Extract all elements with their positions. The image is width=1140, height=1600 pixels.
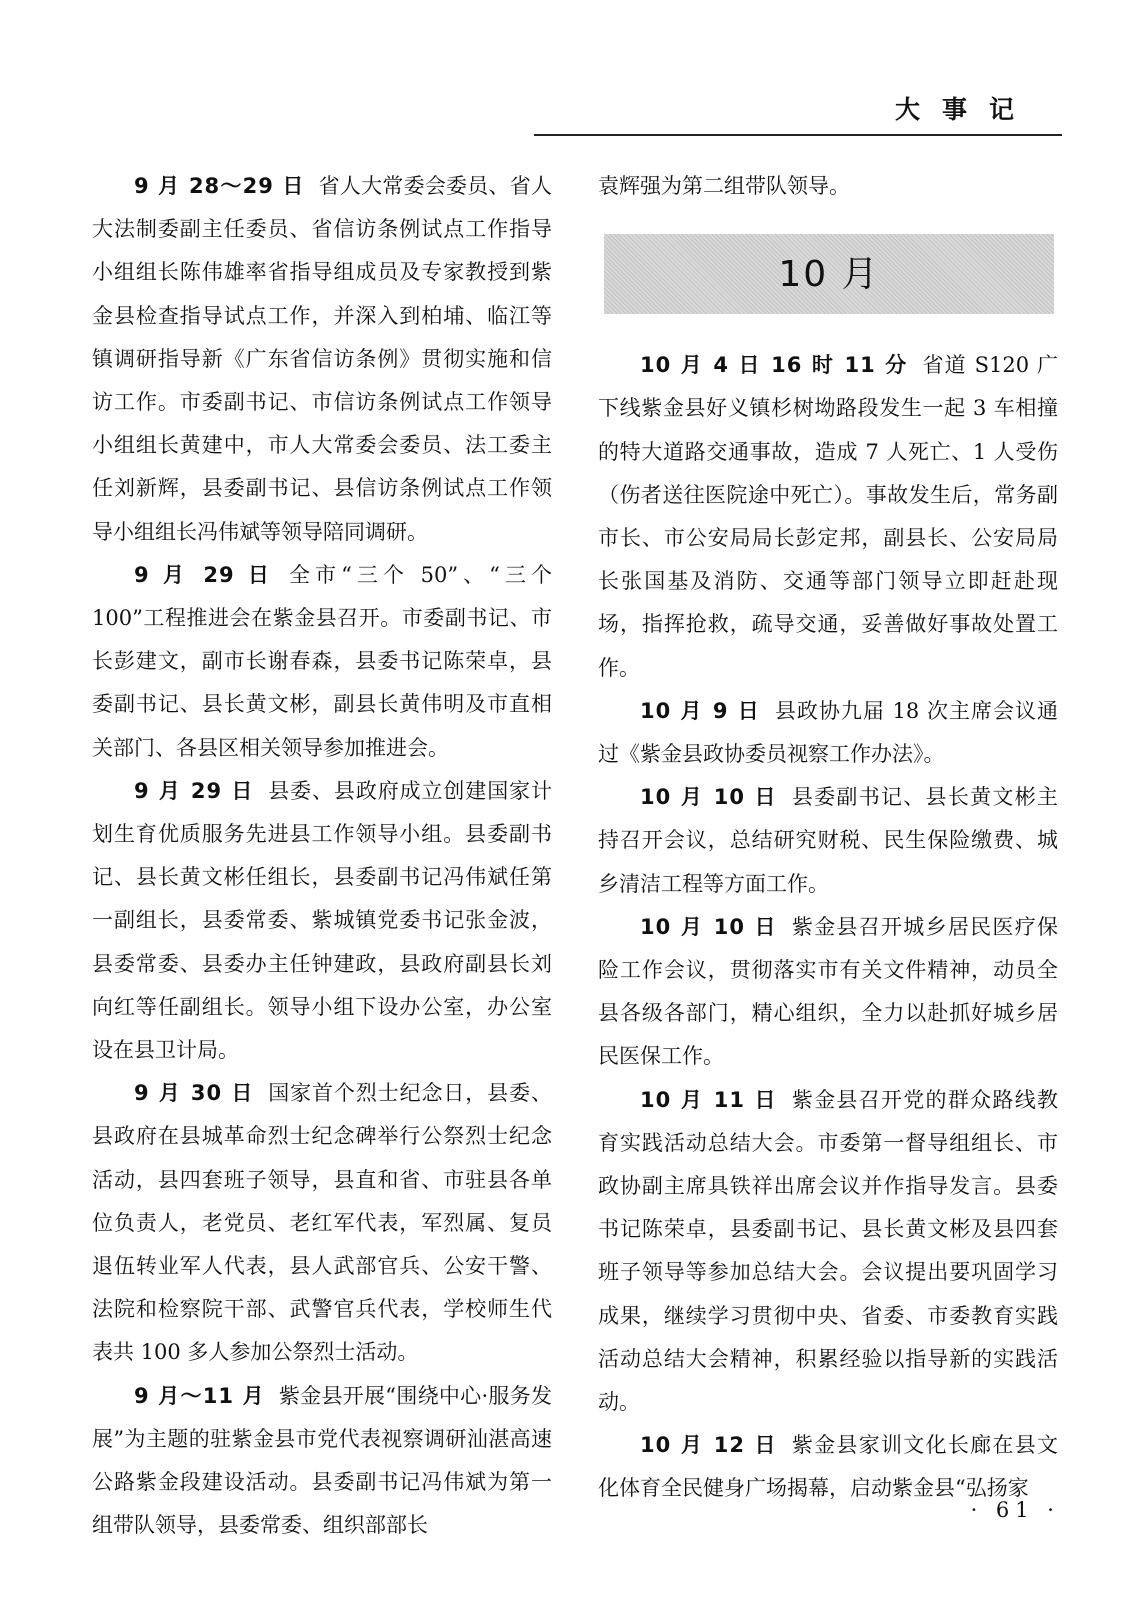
month-banner: [604, 234, 1054, 314]
month-label: 10 月: [778, 253, 880, 295]
entry: [92, 1072, 552, 1374]
entry-text: 紫金县召开党的群众路线教育实践活动总结大会。市委第一督导组组长、市政协副主席具铁祥出席会议并作指导发言。县委书记陈荣卓，县委副书记、县长黄文彬及县四套班子领导等参加总结大会。会议提出要巩固学习成果，继续学习贯彻中央、省委、市委教育实践活动总结大会精神，积累经验以指导新的实践活动。: [598, 1087, 1058, 1415]
entry: [92, 165, 552, 554]
entry: [598, 344, 1058, 690]
entry: [598, 1079, 1058, 1425]
entry-date: 10 月 10 日: [640, 914, 778, 939]
left-column: [92, 165, 552, 1548]
entry-date: 10 月 9 日: [640, 698, 761, 723]
page-number: · 61 ·: [970, 1498, 1060, 1522]
entry: [92, 554, 552, 770]
entry-text: 县委副书记、县长黄文彬主持召开会议，总结研究财税、民生保险缴费、城乡清洁工程等方面工作。: [598, 785, 1058, 896]
entry-text: 全市“三个 50”、“三个 100”工程推进会在紫金县召开。市委副书记、市长彭建文，副市长谢春森，县委书记陈荣卓，县委副书记、县长黄文彬，副县长黄伟明及市直相关部门、各县区相关领导参加推进会。: [92, 562, 552, 760]
entry: [598, 906, 1058, 1079]
entry-text: 国家首个烈士纪念日，县委、县政府在县城革命烈士纪念碑举行公祭烈士纪念活动，县四套班子领导，县直和省、市驻县各单位负责人，老党员、老红军代表，军烈属、复员退伍转业军人代表，县人武部官兵、公安干警、法院和检察院干部、武警官兵代表，学校师生代表共 100 多人参加公祭烈士活动。: [92, 1081, 552, 1365]
entry-date: 10 月 10 日: [640, 785, 778, 810]
entry: [92, 770, 552, 1072]
entry-date: 9 月 30 日: [134, 1081, 255, 1106]
entry-date: 10 月 12 日: [640, 1433, 778, 1458]
entry-text: 县政协九届 18 次主席会议通过《紫金县政协委员视察工作办法》。: [598, 698, 1058, 767]
entry-text: 紫金县召开城乡居民医疗保险工作会议，贯彻落实市有关文件精神，动员全县各级各部门，精心组织，全力以赴抓好城乡居民医保工作。: [598, 914, 1058, 1069]
entry-date: 10 月 4 日 16 时 11 分: [640, 353, 909, 378]
entry-text: 县委、县政府成立创建国家计划生育优质服务先进县工作领导小组。县委副书记、县长黄文彬任组长，县委副书记冯伟斌任第一副组长，县委常委、紫城镇党委书记张金波，县委常委、县委办主任钟建政，县政府副县长刘向红等任副组长。领导小组下设办公室，办公室设在县卫计局。: [92, 778, 552, 1063]
right-column: [598, 165, 1058, 1511]
entry-continuation: 袁辉强为第二组带队领导。: [598, 174, 850, 198]
entry-text: 省人大常委会委员、省人大法制委副主任委员、省信访条例试点工作指导小组组长陈伟雄率省指导组成员及专家教授到紫金县检查指导试点工作，并深入到柏埔、临江等镇调研指导新《广东省信访条例》贯彻实施和信访工作。市委副书记、市信访条例试点工作领导小组组长黄建中，市人大常委会委员、法工委主任刘新辉，县委副书记、县信访条例试点工作领导小组组长冯伟斌等领导陪同调研。: [92, 174, 552, 544]
entry-date: 9 月 29 日: [134, 562, 275, 587]
entry: [598, 690, 1058, 776]
entry-date: 9 月 29 日: [134, 778, 255, 803]
header-rule: [534, 134, 1062, 136]
entry-text: 紫金县家训文化长廊在县文化体育全民健身广场揭幕，启动紫金县“弘扬家: [598, 1433, 1058, 1501]
entry-date: 10 月 11 日: [640, 1087, 778, 1112]
entry-date: 9 月～11 月: [134, 1383, 265, 1408]
entry-text: 紫金县开展“围绕中心·服务发展”为主题的驻紫金县市党代表视察调研汕湛高速公路紫金段建设活动。县委副书记冯伟斌为第一组带队领导，县委常委、组织部部长: [92, 1383, 552, 1538]
entry: [92, 1375, 552, 1548]
entry-text: 省道 S120 广下线紫金县好义镇杉树坳路段发生一起 3 车相撞的特大道路交通事故，造成 7 人死亡、1 人受伤（伤者送往医院途中死亡）。事故发生后，常务副市长、市公安局局长彭定邦，副县长、公安局局长张国基及消防、交通等部门领导立即赶赴现场，指挥抢救，疏导交通，妥善做好事故处置工作。: [598, 353, 1058, 680]
entry-date: 9 月 28～29 日: [134, 174, 305, 198]
header-title: 大事记: [894, 95, 1036, 124]
entry: [598, 776, 1058, 906]
